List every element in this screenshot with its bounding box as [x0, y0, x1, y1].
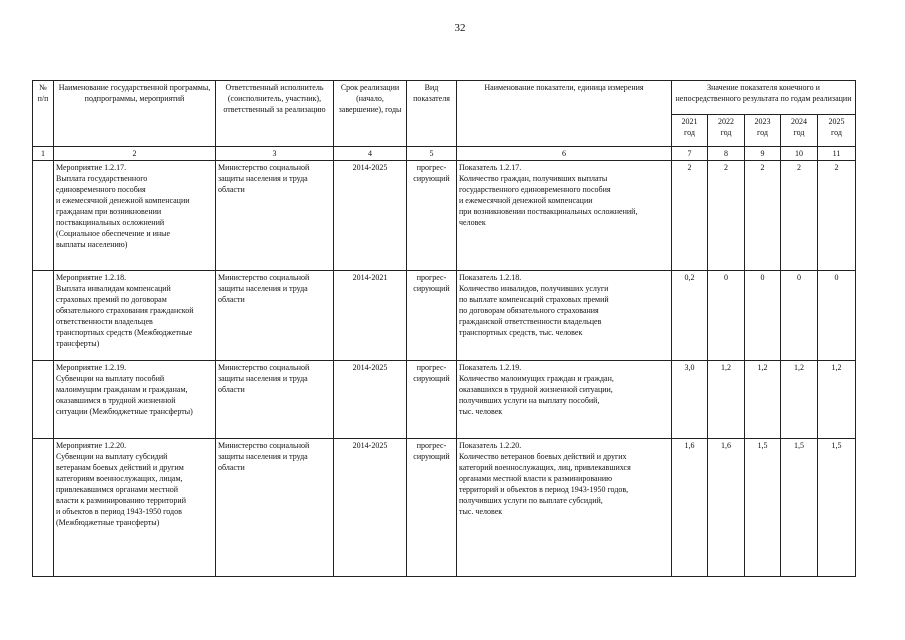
- table-row: [33, 271, 856, 361]
- value-2021: 1,6: [672, 439, 708, 577]
- indicator-type-line: прогрес-: [416, 273, 447, 282]
- indicator-name-line: человек: [459, 218, 486, 227]
- column-number: 10: [781, 147, 818, 161]
- measure-name-line: транспортных средств (Межбюджетные: [56, 328, 193, 337]
- responsible-executor: [216, 439, 334, 577]
- header-year-2021: 2021 год: [672, 115, 708, 147]
- measure-name-line: страховых премий по договорам: [56, 295, 167, 304]
- measure-name-line: поствакцинальных осложнений: [56, 218, 165, 227]
- program-table: [32, 80, 856, 577]
- indicator-name-line: транспортных средств, тыс. человек: [459, 328, 583, 337]
- implementation-term: 2014-2021: [334, 271, 407, 361]
- table-row: [33, 161, 856, 271]
- measure-name-line: власти к разминированию территорий: [56, 496, 186, 505]
- measure-name-line: малоимущим гражданам и гражданам,: [56, 385, 188, 394]
- indicator-name-line: гражданской ответственности владельцев: [459, 317, 602, 326]
- indicator-name-line: при возникновении поствакцинальных осложнений,: [459, 207, 638, 216]
- measure-name-line: привлекавшимся органами местной: [56, 485, 179, 494]
- measure-name-line: Мероприятие 1.2.17.: [56, 163, 127, 172]
- indicator-type-line: сирующий: [413, 284, 450, 293]
- value-2023: 1,2: [745, 361, 781, 439]
- row-number: [33, 161, 54, 271]
- measure-name-line: и ежемесячной денежной компенсации: [56, 196, 190, 205]
- header-row: [33, 81, 856, 115]
- indicator-type-line: прогрес-: [416, 363, 447, 372]
- indicator-type: [407, 361, 457, 439]
- measure-name-line: ветеранам боевых действий и другим: [56, 463, 184, 472]
- measure-name-line: Мероприятие 1.2.20.: [56, 441, 127, 450]
- indicator-name: [457, 161, 672, 271]
- measure-name-line: Выплата государственного: [56, 174, 148, 183]
- indicator-name-line: Показатель 1.2.17.: [459, 163, 522, 172]
- measure-name-line: Субвенции на выплату пособий: [56, 374, 165, 383]
- indicator-type-line: сирующий: [413, 452, 450, 461]
- indicator-type-line: прогрес-: [416, 163, 447, 172]
- header-term: Срок реализации (начало, завершение), годы: [334, 81, 407, 147]
- column-number: 2: [54, 147, 216, 161]
- header-indicator: Наименование показатели, единица измерения: [457, 81, 672, 147]
- indicator-name-line: органами местной власти к разминированию: [459, 474, 613, 483]
- indicator-name-line: тыс. человек: [459, 507, 503, 516]
- indicator-name: [457, 271, 672, 361]
- column-number-row: [33, 147, 856, 161]
- indicator-name-line: территорий и объектов в период 1943-1950 годов,: [459, 485, 629, 494]
- column-number: 3: [216, 147, 334, 161]
- indicator-type: [407, 271, 457, 361]
- header-responsible: Ответственный исполнитель (соисполнитель, участник), ответственный за реализацию: [216, 81, 334, 147]
- indicator-name-line: государственного единовременного пособия: [459, 185, 611, 194]
- responsible-executor-line: Министерство социальной: [218, 441, 310, 450]
- column-number: 7: [672, 147, 708, 161]
- value-2025: 1,5: [818, 439, 856, 577]
- indicator-type-line: прогрес-: [416, 441, 447, 450]
- indicator-name-line: Показатель 1.2.19.: [459, 363, 522, 372]
- measure-name: [54, 161, 216, 271]
- measure-name-line: обязательного страхования гражданской: [56, 306, 194, 315]
- indicator-name-line: по выплате компенсаций страховых премий: [459, 295, 609, 304]
- header-type: Вид показателя: [407, 81, 457, 147]
- value-2023: 1,5: [745, 439, 781, 577]
- row-number: [33, 271, 54, 361]
- indicator-name-line: по договорам обязательного страхования: [459, 306, 599, 315]
- indicator-name-line: и ежемесячной денежной компенсации: [459, 196, 593, 205]
- implementation-term: 2014-2025: [334, 439, 407, 577]
- measure-name-line: Выплата инвалидам компенсаций: [56, 284, 171, 293]
- measure-name-line: и объектов в период 1943-1950 годов: [56, 507, 182, 516]
- responsible-executor-line: защиты населения и труда: [218, 374, 308, 383]
- indicator-type: [407, 161, 457, 271]
- value-2021: 0,2: [672, 271, 708, 361]
- indicator-type-line: сирующий: [413, 374, 450, 383]
- value-2022: 0: [708, 271, 745, 361]
- responsible-executor-line: Министерство социальной: [218, 363, 310, 372]
- value-2025: 1,2: [818, 361, 856, 439]
- header-name: Наименование государственной программы, подпрограммы, мероприятий: [54, 81, 216, 147]
- measure-name: [54, 271, 216, 361]
- indicator-name-line: Показатель 1.2.18.: [459, 273, 522, 282]
- responsible-executor: [216, 161, 334, 271]
- table-row: [33, 361, 856, 439]
- value-2021: 3,0: [672, 361, 708, 439]
- responsible-executor-line: области: [218, 185, 245, 194]
- page-number: 32: [454, 22, 466, 34]
- value-2023: 0: [745, 271, 781, 361]
- header-values: Значение показателя конечного и непосредственного результата по годам реализации: [672, 81, 856, 115]
- indicator-name-line: Количество граждан, получивших выплаты: [459, 174, 608, 183]
- indicator-type: [407, 439, 457, 577]
- indicator-name-line: Показатель 1.2.20.: [459, 441, 522, 450]
- header-year-2025: 2025 год: [818, 115, 856, 147]
- indicator-name-line: Количество инвалидов, получивших услуги: [459, 284, 609, 293]
- indicator-name-line: получивших услуги по выплате субсидий,: [459, 496, 603, 505]
- column-number: 5: [407, 147, 457, 161]
- value-2023: 2: [745, 161, 781, 271]
- header-no: № п/п: [33, 81, 54, 147]
- measure-name-line: Мероприятие 1.2.19.: [56, 363, 127, 372]
- value-2022: 2: [708, 161, 745, 271]
- column-number: 1: [33, 147, 54, 161]
- indicator-name-line: Количество ветеранов боевых действий и других: [459, 452, 627, 461]
- column-number: 11: [818, 147, 856, 161]
- measure-name-line: выплаты населению): [56, 240, 128, 249]
- value-2022: 1,2: [708, 361, 745, 439]
- responsible-executor: [216, 271, 334, 361]
- value-2021: 2: [672, 161, 708, 271]
- indicator-name-line: оказавшихся в трудной жизненной ситуации,: [459, 385, 613, 394]
- indicator-name-line: Количество малоимущих граждан и граждан,: [459, 374, 614, 383]
- measure-name-line: гражданам при возникновении: [56, 207, 162, 216]
- responsible-executor-line: защиты населения и труда: [218, 284, 308, 293]
- header-year-2022: 2022 год: [708, 115, 745, 147]
- responsible-executor-line: защиты населения и труда: [218, 174, 308, 183]
- indicator-name-line: категорий военнослужащих, лиц, привлекавшихся: [459, 463, 631, 472]
- header-year-2023: 2023 год: [745, 115, 781, 147]
- value-2024: 2: [781, 161, 818, 271]
- measure-name-line: категориям военнослужащих, лицам,: [56, 474, 183, 483]
- value-2025: 0: [818, 271, 856, 361]
- table-row: [33, 439, 856, 577]
- measure-name-line: трансферты): [56, 339, 100, 348]
- responsible-executor: [216, 361, 334, 439]
- responsible-executor-line: области: [218, 463, 245, 472]
- responsible-executor-line: защиты населения и труда: [218, 452, 308, 461]
- value-2024: 1,5: [781, 439, 818, 577]
- row-number: [33, 361, 54, 439]
- responsible-executor-line: области: [218, 295, 245, 304]
- indicator-name: [457, 361, 672, 439]
- implementation-term: 2014-2025: [334, 161, 407, 271]
- column-number: 9: [745, 147, 781, 161]
- indicator-name-line: получивших услуги на выплату пособий,: [459, 396, 600, 405]
- measure-name: [54, 439, 216, 577]
- value-2022: 1,6: [708, 439, 745, 577]
- measure-name-line: единовременного пособия: [56, 185, 146, 194]
- responsible-executor-line: области: [218, 385, 245, 394]
- measure-name-line: (Социальное обеспечение и иные: [56, 229, 171, 238]
- implementation-term: 2014-2025: [334, 361, 407, 439]
- indicator-name: [457, 439, 672, 577]
- value-2024: 0: [781, 271, 818, 361]
- measure-name-line: Мероприятие 1.2.18.: [56, 273, 127, 282]
- row-number: [33, 439, 54, 577]
- value-2025: 2: [818, 161, 856, 271]
- responsible-executor-line: Министерство социальной: [218, 273, 310, 282]
- value-2024: 1,2: [781, 361, 818, 439]
- measure-name-line: ситуации (Межбюджетные трансферты): [56, 407, 193, 416]
- indicator-name-line: тыс. человек: [459, 407, 503, 416]
- header-year-2024: 2024 год: [781, 115, 818, 147]
- indicator-type-line: сирующий: [413, 174, 450, 183]
- column-number: 6: [457, 147, 672, 161]
- measure-name-line: Субвенции на выплату субсидий: [56, 452, 168, 461]
- measure-name-line: ответственности владельцев: [56, 317, 153, 326]
- column-number: 4: [334, 147, 407, 161]
- measure-name-line: (Межбюджетные трансферты): [56, 518, 160, 527]
- responsible-executor-line: Министерство социальной: [218, 163, 310, 172]
- column-number: 8: [708, 147, 745, 161]
- measure-name: [54, 361, 216, 439]
- measure-name-line: оказавшимся в трудной жизненной: [56, 396, 176, 405]
